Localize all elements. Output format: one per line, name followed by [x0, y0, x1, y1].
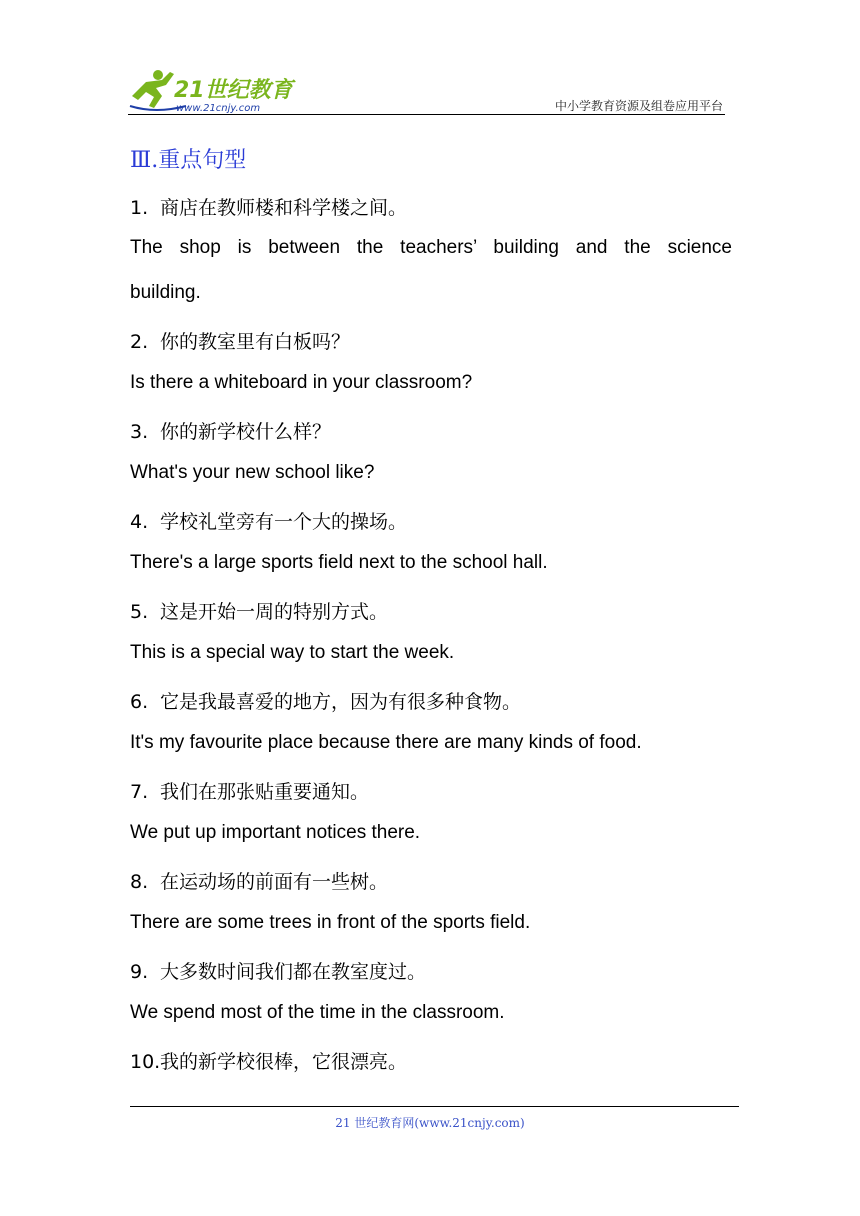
- sentence-cn-2: [130, 327, 732, 354]
- sentence-en-7: We put up important notices there.: [130, 822, 421, 843]
- item-number: 5.: [130, 601, 149, 623]
- item-number: 2.: [130, 331, 149, 353]
- item-number: 1.: [130, 197, 149, 219]
- logo-text: 21世纪教育: [174, 78, 293, 103]
- item-number: 6.: [130, 691, 149, 713]
- sentence-cn-text: 你的新学校什么样？: [160, 421, 332, 443]
- sentence-en-3: What's your new school like?: [130, 462, 375, 483]
- item-number: 8.: [130, 871, 149, 893]
- sentence-cn-10: [130, 1047, 732, 1074]
- sentence-cn-7: [130, 777, 732, 804]
- sentence-en-9: We spend most of the time in the classroom.: [130, 1002, 505, 1023]
- sentence-cn-text: 在运动场的前面有一些树。: [160, 871, 389, 893]
- sentence-cn-text: 这是开始一周的特别方式。: [160, 601, 389, 623]
- item-number: 10.: [130, 1051, 161, 1073]
- sentence-en-6: It's my favourite place because there are many kinds of food.: [130, 732, 642, 753]
- sentence-cn-5: [130, 597, 732, 624]
- section-title: Ⅲ.重点句型: [130, 148, 247, 173]
- sentence-cn-text: 我的新学校很棒，它很漂亮。: [160, 1051, 408, 1073]
- footer-site-link[interactable]: 21 世纪教育网(www.21cnjy.com): [335, 1116, 525, 1130]
- sentence-cn-8: [130, 867, 732, 894]
- sentence-cn-text: 我们在那张贴重要通知。: [160, 781, 370, 803]
- item-number: 9.: [130, 961, 149, 983]
- sentence-cn-1: [130, 193, 732, 220]
- page-header: [0, 0, 860, 120]
- runner-logo-icon: [126, 66, 296, 116]
- sentence-cn-text: 商店在教师楼和科学楼之间。: [160, 197, 408, 219]
- sentence-cn-6: [130, 687, 732, 714]
- sentence-cn-text: 学校礼堂旁有一个大的操场。: [160, 511, 408, 533]
- sentence-en-2: Is there a whiteboard in your classroom?: [130, 372, 473, 393]
- footer-divider: [130, 1106, 739, 1107]
- sentence-en-1-line2: building.: [130, 282, 201, 303]
- header-divider: [128, 114, 725, 115]
- sentence-en-5: This is a special way to start the week.: [130, 642, 455, 663]
- logo-url: www.21cnjy.com: [176, 103, 261, 114]
- sentence-en-8: There are some trees in front of the sports field.: [130, 912, 531, 933]
- sentence-cn-9: [130, 957, 732, 984]
- item-number: 3.: [130, 421, 149, 443]
- sentence-cn-text: 它是我最喜爱的地方，因为有很多种食物。: [160, 691, 522, 713]
- sentence-en-4: There's a large sports field next to the school hall.: [130, 552, 548, 573]
- sentence-cn-3: [130, 417, 732, 444]
- item-number: 7.: [130, 781, 149, 803]
- header-platform-text: 中小学教育资源及组卷应用平台: [554, 99, 723, 113]
- item-number: 4.: [130, 511, 149, 533]
- sentence-cn-text: 你的教室里有白板吗？: [160, 331, 351, 353]
- site-logo[interactable]: [126, 66, 296, 116]
- sentence-en-1-line1: The shop is between the teachers’ building and the science: [130, 237, 732, 258]
- sentence-cn-4: [130, 507, 732, 534]
- sentence-cn-text: 大多数时间我们都在教室度过。: [160, 961, 427, 983]
